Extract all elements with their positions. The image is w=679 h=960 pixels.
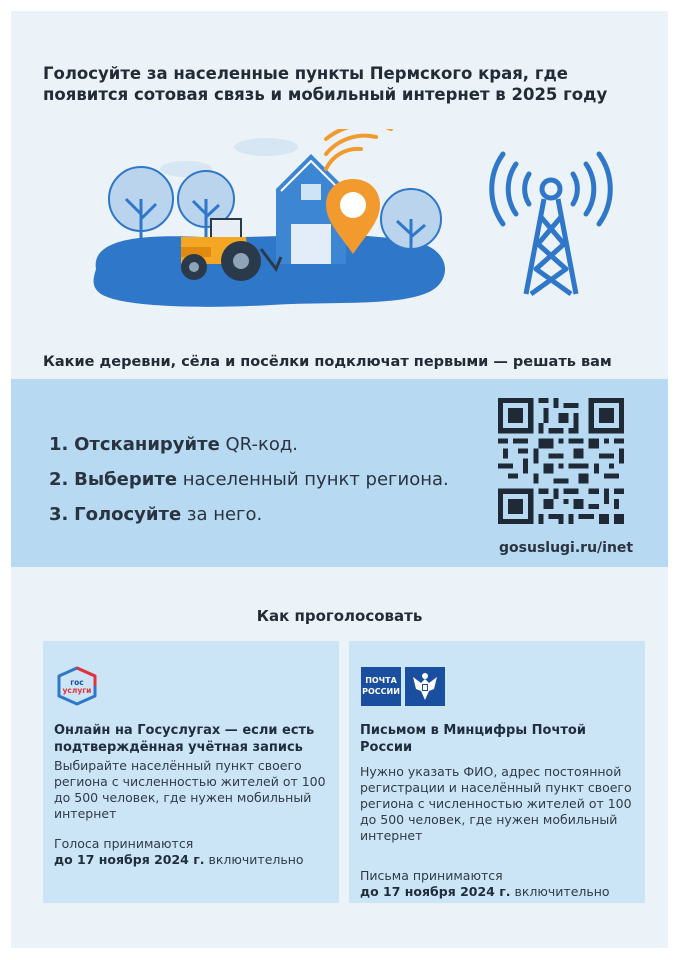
step-number: 1.: [49, 434, 69, 455]
subtitle: Какие деревни, сёла и посёлки подключат первыми — решать вам: [43, 354, 612, 370]
deadline-prefix: Письма принимаются: [360, 868, 503, 883]
step-number: 2.: [49, 469, 69, 490]
pochta-rossii-logo: [361, 667, 445, 706]
step-action: Голосуйте: [74, 504, 182, 525]
deadline-suffix: включительно: [510, 884, 610, 899]
qr-url[interactable]: gosuslugi.ru/inet: [499, 540, 634, 556]
steps-list: [49, 427, 449, 532]
step-item: [49, 497, 449, 532]
online-body: Выбирайте населённый пункт своего региона с численностью жителей от 100 до 500 человек, где нужен мобильный интернет: [54, 758, 326, 821]
how-to-vote-title: Как проголосовать: [256, 607, 423, 625]
deadline-prefix: Голоса принимаются: [54, 836, 194, 851]
mail-body: Нужно указать ФИО, адрес постоянной регистрации и населённый пункт своего региона с численностью жителей от 100 до 500 человек, где нужен мобильный интернет: [360, 764, 632, 843]
deadline-suffix: включительно: [204, 852, 304, 867]
cell-tower-icon: [481, 149, 621, 299]
step-item: [49, 462, 449, 497]
gosuslugi-logo-text: услуги: [62, 686, 92, 695]
mail-vote-card: [349, 641, 645, 903]
deadline-date: до 17 ноября 2024 г.: [54, 852, 205, 867]
step-text: QR-код.: [219, 434, 299, 455]
step-action: Выберите: [74, 469, 178, 490]
mail-deadline: [360, 868, 640, 900]
step-action: Отсканируйте: [74, 434, 220, 455]
step-text: населенный пункт региона.: [177, 469, 449, 490]
poster: [11, 11, 668, 948]
instructions-band: [11, 379, 668, 567]
village-illustration: [81, 129, 461, 314]
step-number: 3.: [49, 504, 69, 525]
deadline-date: до 17 ноября 2024 г.: [360, 884, 511, 899]
qr-code[interactable]: [498, 398, 624, 524]
step-item: [49, 427, 449, 462]
pochta-logo-text: ПОЧТА: [365, 676, 397, 685]
gosuslugi-logo-text: гос: [70, 678, 84, 687]
online-vote-card: [43, 641, 339, 903]
online-heading: Онлайн на Госуслугах — если есть подтверждённая учётная запись: [54, 723, 315, 755]
page-title: Голосуйте за населенные пункты Пермского края, где появится сотовая связь и мобильный интернет в 2025 году: [43, 64, 608, 104]
mail-heading: Письмом в Минцифры Почтой России: [360, 723, 586, 755]
step-text: за него.: [181, 504, 263, 525]
gosuslugi-logo: [55, 666, 99, 706]
pochta-logo-text: РОССИИ: [362, 687, 400, 696]
online-deadline: [54, 836, 334, 868]
